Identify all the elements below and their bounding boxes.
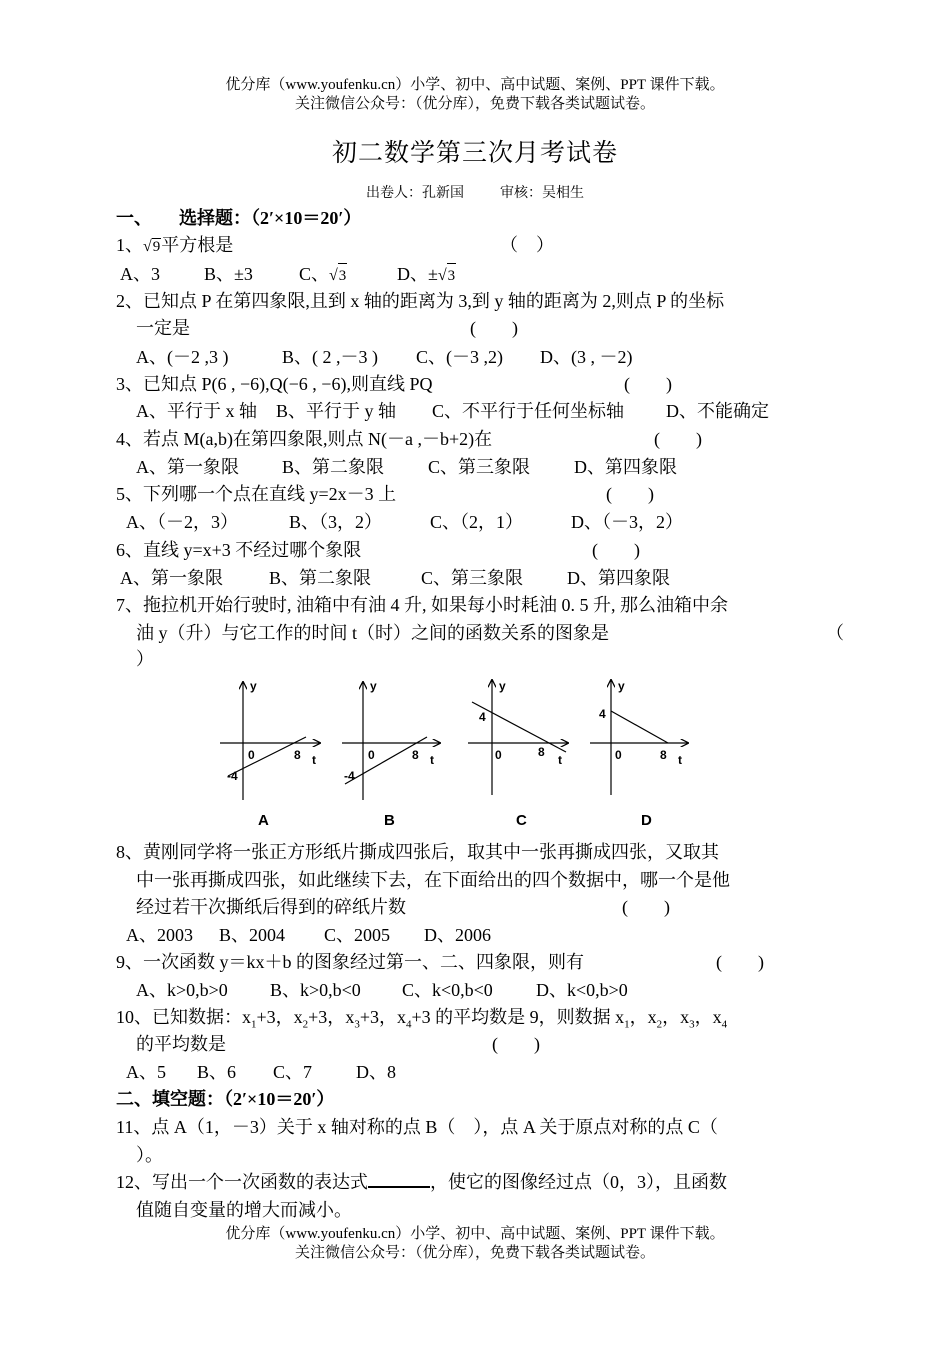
q9-option-c: C、k<0,b<0 xyxy=(402,980,493,1000)
q2-option-d: D、(3 , －2) xyxy=(540,347,633,367)
question-8: 8、黄刚同学将一张正方形纸片撕成四张后，取其中一张再撕成四张，又取其 xyxy=(116,842,719,862)
q10-term: $x_4$ xyxy=(712,1007,728,1031)
q1-answer-paren: （ ） xyxy=(500,235,554,255)
q8-option-a: A、2003 xyxy=(126,925,193,945)
question-8-cont-2: 经过若干次撕纸后得到的碎纸片数 xyxy=(136,897,406,917)
graph-d-t-label: t xyxy=(678,753,682,767)
question-11: 11、点 A（1，－3）关于 x 轴对称的点 B（ ），点 A 关于原点对称的点 C（ xyxy=(116,1117,718,1137)
q2-option-c: C、(－3 ,2) xyxy=(416,347,503,367)
graph-b xyxy=(342,679,440,829)
q6-answer-paren: ( ) xyxy=(592,540,640,560)
header-line-2: 关注微信公众号：（优分库），免费下载各类试题试卷。 xyxy=(294,96,655,112)
graph-d xyxy=(590,679,688,829)
sqrt-icon: √3 xyxy=(438,263,456,288)
question-11-cont: ）。 xyxy=(136,1145,163,1165)
footer-line-2: 关注微信公众号：（优分库），免费下载各类试题试卷。 xyxy=(294,1245,655,1261)
graph-b-origin: 0 xyxy=(368,748,375,762)
q10-term: $x_2$， xyxy=(647,1007,681,1031)
q10-option-d: D、8 xyxy=(356,1062,396,1082)
q9-option-b: B、k>0,b<0 xyxy=(270,980,361,1000)
question-10-cont: 的平均数是 xyxy=(136,1034,226,1054)
q1-prefix: 1、 xyxy=(116,235,143,255)
q8-option-d: D、2006 xyxy=(424,925,491,945)
q10-answer-paren: ( ) xyxy=(492,1034,540,1054)
graph-c-tick-8: 8 xyxy=(538,745,545,759)
graph-c-t-label: t xyxy=(558,753,562,767)
q4-option-c: C、第三象限 xyxy=(428,457,531,477)
q9-options xyxy=(136,978,628,1002)
question-2-cont: 一定是 xyxy=(136,318,190,338)
q7-answer-paren-close: ） xyxy=(136,649,154,669)
q5-option-b: B、（3，2） xyxy=(289,512,383,532)
writer: 出卷人：孔新国 xyxy=(366,186,464,201)
graph-c-label: C xyxy=(516,812,527,829)
q10-term: $x_3$， xyxy=(680,1007,713,1031)
q4-option-d: D、第四象限 xyxy=(574,457,677,477)
q3-option-a: A、平行于 x 轴 xyxy=(136,401,257,421)
q1-stem: 平方根是 xyxy=(161,235,234,255)
q3-option-c: C、不平行于任何坐标轴 xyxy=(432,401,625,421)
question-9: 9、一次函数 y＝kx＋b 的图象经过第一、二、四象限，则有 xyxy=(116,952,584,972)
q7-answer-paren-open: （ xyxy=(826,623,844,643)
q2-option-a: A、(－2 ,3 ) xyxy=(136,347,229,367)
q4-option-a: A、第一象限 xyxy=(136,457,239,477)
graph-c-y-label: y xyxy=(499,679,506,693)
q10-term: $x_4+3$ 的平均数是 9，则数据 xyxy=(396,1007,616,1031)
q1-option-a: A、3 xyxy=(120,264,160,284)
section-1-heading: 一、 选择题：（2′×10＝20′） xyxy=(116,208,362,228)
q6-option-c: C、第三象限 xyxy=(421,568,524,588)
sqrt-icon: √3 xyxy=(329,263,347,288)
q4-option-b: B、第二象限 xyxy=(282,457,385,477)
graph-a-origin: 0 xyxy=(248,748,255,762)
q9-option-d: D、k<0,b>0 xyxy=(536,980,628,1000)
question-8-cont: 中一张再撕成四张，如此继续下去，在下面给出的四个数据中，哪一个是他 xyxy=(136,870,730,890)
q10-option-b: B、6 xyxy=(197,1062,237,1082)
q8-option-b: B、2004 xyxy=(219,925,286,945)
graph-c-tick-4: 4 xyxy=(479,710,486,724)
question-2: 2、已知点 P 在第四象限,且到 x 轴的距离为 3,到 y 轴的距离为 2,则点 P 的坐标 xyxy=(116,291,725,311)
q12-stem-b: ，使它的图像经过点（0，3），且函数 xyxy=(430,1172,727,1192)
q3-answer-paren: ( ) xyxy=(624,374,672,394)
q10-prefix: 10、已知数据： xyxy=(116,1007,242,1027)
section-2-heading: 二、填空题：（2′×10＝20′） xyxy=(116,1089,335,1109)
q1-option-b: B、±3 xyxy=(204,264,253,284)
graph-c xyxy=(468,679,568,829)
reviewer: 审核：吴相生 xyxy=(500,186,584,201)
graph-b-tick-neg4: -4 xyxy=(344,769,355,783)
question-5: 5、下列哪一个点在直线 y=2x－3 上 xyxy=(116,484,397,504)
q4-answer-paren: ( ) xyxy=(654,429,702,449)
q3-option-b: B、平行于 y 轴 xyxy=(276,401,397,421)
q10-option-a: A、5 xyxy=(126,1062,166,1082)
q10-data-terms xyxy=(242,1007,728,1031)
graph-d-label: D xyxy=(641,812,652,829)
sqrt-icon: √9 xyxy=(143,238,161,255)
graph-b-tick-8: 8 xyxy=(412,748,419,762)
q5-option-a: A、（－2，3） xyxy=(126,512,238,532)
q9-option-a: A、k>0,b>0 xyxy=(136,980,228,1000)
graph-b-label: B xyxy=(384,812,395,829)
q5-answer-paren: ( ) xyxy=(606,484,654,504)
q10-term: $x_1+3$， xyxy=(242,1007,294,1031)
graph-a-tick-neg4: -4 xyxy=(227,769,238,783)
q8-answer-paren: ( ) xyxy=(622,897,670,917)
q1-option-d: D、±√3 xyxy=(397,262,456,288)
page-title: 初二数学第三次月考试卷 xyxy=(331,140,618,167)
q6-option-b: B、第二象限 xyxy=(269,568,372,588)
q3-option-d: D、不能确定 xyxy=(666,401,769,421)
graph-b-t-label: t xyxy=(430,753,434,767)
question-7-cont: 油 y（升）与它工作的时间 t（时）之间的函数关系的图象是 xyxy=(136,623,609,643)
graph-d-origin: 0 xyxy=(615,748,622,762)
question-6: 6、直线 y=x+3 不经过哪个象限 xyxy=(116,540,362,560)
q5-option-d: D、（－3，2） xyxy=(571,512,683,532)
q10-option-c: C、7 xyxy=(273,1062,313,1082)
graph-a-y-label: y xyxy=(250,679,257,693)
q9-answer-paren: ( ) xyxy=(716,952,764,972)
q8-options xyxy=(126,923,491,947)
q12-answer-blank[interactable] xyxy=(368,1170,430,1188)
q2-option-b: B、( 2 ,－3 ) xyxy=(282,347,378,367)
graph-a-t-label: t xyxy=(312,753,316,767)
question-3: 3、已知点 P(6 , −6),Q(−6 , −6),则直线 PQ xyxy=(116,374,433,394)
graph-d-tick-8: 8 xyxy=(660,748,667,762)
q10-term: $x_1$， xyxy=(615,1007,648,1031)
q1-radicand: 9 xyxy=(152,239,161,255)
q8-option-c: C、2005 xyxy=(324,925,391,945)
header-line-1: 优分库（www.youfenku.cn）小学、初中、高中试题、案例、PPT 课件下载。 xyxy=(225,77,725,93)
q1-option-c: C、√3 xyxy=(299,262,397,288)
footer-line-1: 优分库（www.youfenku.cn）小学、初中、高中试题、案例、PPT 课件下载。 xyxy=(225,1226,725,1242)
graph-a-tick-8: 8 xyxy=(294,748,301,762)
graph-d-tick-4: 4 xyxy=(599,707,606,721)
q6-option-a: A、第一象限 xyxy=(120,568,223,588)
question-12 xyxy=(116,1170,727,1194)
q10-term: $x_3+3$， xyxy=(345,1007,397,1031)
q2-answer-paren: ( ) xyxy=(470,318,518,338)
graph-b-y-label: y xyxy=(370,679,377,693)
q5-option-c: C、（2，1） xyxy=(430,512,524,532)
question-4: 4、若点 M(a,b)在第四象限,则点 N(－a ,－b+2)在 xyxy=(116,429,493,449)
q10-term: $x_2+3$， xyxy=(293,1007,346,1031)
q6-option-d: D、第四象限 xyxy=(567,568,670,588)
graph-a-label: A xyxy=(258,812,269,829)
q12-stem-a: 12、写出一个一次函数的表达式 xyxy=(116,1172,368,1192)
graph-d-y-label: y xyxy=(618,679,625,693)
graph-c-origin: 0 xyxy=(495,748,502,762)
q10-options xyxy=(126,1060,396,1084)
question-7: 7、拖拉机开始行驶时, 油箱中有油 4 升, 如果每小时耗油 0. 5 升, 那么油箱中余 xyxy=(116,595,728,615)
question-12-cont: 值随自变量的增大而减小。 xyxy=(136,1200,352,1220)
graph-a xyxy=(220,679,320,829)
